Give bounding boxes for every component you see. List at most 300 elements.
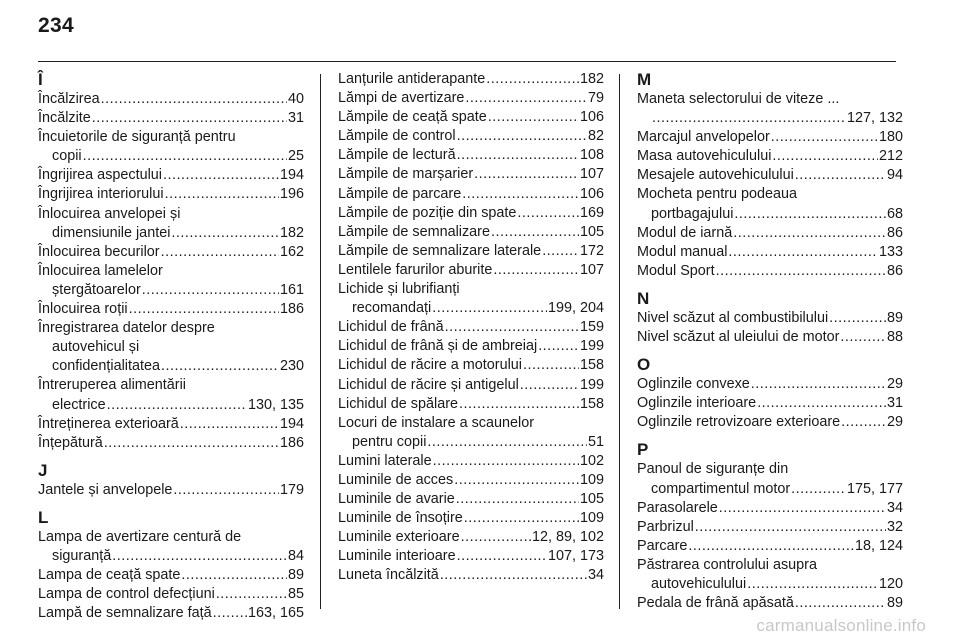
index-entry [637,243,903,262]
index-entry [338,185,604,204]
index-entry [338,528,604,547]
index-entry [338,452,604,471]
entry-line [338,108,604,127]
entry-term: Încălzirea [38,91,100,107]
entry-pages[interactable]: 199 [579,338,604,355]
entry-line [38,281,304,300]
index-entry [637,128,903,147]
index-entry [637,90,903,128]
dot-leader [92,109,287,128]
entry-line [338,395,604,414]
entry-line [338,337,604,356]
entry-pages[interactable]: 196 [279,186,304,203]
dot-leader [454,471,579,490]
entry-pages[interactable]: 89 [886,595,903,612]
entry-pages[interactable]: 34 [587,567,604,584]
entry-line [38,205,304,224]
entry-line [637,90,903,109]
entry-line [38,300,304,319]
entry-pages[interactable]: 158 [579,395,604,412]
entry-pages[interactable]: 88 [886,329,903,346]
entry-line [38,604,304,623]
entry-term: Modul Sport [637,262,715,279]
entry-line [338,471,604,490]
entry-line [338,547,604,566]
entry-term: Pedala de frână apăsată [637,595,794,612]
entry-term: Lichide și lubrifianți [338,281,460,298]
entry-pages[interactable]: 162 [279,243,304,260]
entry-line [38,262,304,281]
entry-term: Lămpile de control [338,128,456,145]
entry-term: Lămpile de marșarier [338,166,474,183]
dot-leader [165,185,279,204]
index-entry [38,262,304,300]
entry-pages[interactable]: 163, 165 [247,605,304,622]
dot-leader [432,299,547,318]
dot-leader [180,415,279,434]
entry-pages[interactable]: 194 [279,415,304,432]
entry-line [637,166,903,185]
entry-pages[interactable]: 31 [886,395,903,412]
entry-term: Înlocuirea lamelelor [38,262,163,279]
dot-leader [733,224,886,243]
entry-term: Parcare [637,537,688,554]
entry-term: compartimentul motor [651,480,791,497]
entry-line [637,243,903,262]
dot-leader [791,480,846,499]
entry-line [38,547,304,566]
entry-term: pentru copii [352,433,427,450]
entry-pages[interactable]: 68 [886,205,903,222]
index-entry [38,566,304,585]
entry-line [338,165,604,184]
index-entry [338,395,604,414]
entry-line [338,356,604,375]
index-entry [637,147,903,166]
entry-line [637,394,903,413]
dot-leader [83,147,287,166]
entry-term: Luminile de avarie [338,491,455,508]
entry-pages[interactable]: 127, 132 [846,110,903,127]
entry-term: Oglinzile convexe [637,376,750,393]
entry-line [637,128,903,147]
entry-term: Luneta încălzită [338,567,439,584]
entry-line [338,490,604,509]
entry-pages[interactable]: 29 [886,376,903,393]
entry-term: dimensiunile jantei [52,224,171,241]
entry-pages[interactable]: 130, 135 [247,396,304,413]
dot-leader [841,413,886,432]
dot-leader [772,147,878,166]
dot-leader [213,604,247,623]
dot-leader [142,281,279,300]
entry-term: Lampa de control defecțiuni [38,586,215,603]
index-entry [637,518,903,537]
entry-pages[interactable]: 172 [579,242,604,259]
entry-pages[interactable]: 86 [886,262,903,279]
index-entry [637,375,903,394]
entry-line [38,147,304,166]
index-entry [338,204,604,223]
entry-term: Înlocuirea roții [38,301,128,318]
index-entry [338,146,604,165]
entry-term: portbagajului [651,205,734,222]
entry-term: Întreruperea alimentării [38,377,186,394]
index-section [637,440,903,613]
dot-leader [445,318,579,337]
dot-leader [517,204,579,223]
entry-term: Lămpile de lectură [338,147,456,164]
entry-line [338,280,604,299]
entry-term: Parbrizul [637,518,694,535]
index-entry [637,499,903,518]
entry-pages[interactable]: 120 [878,575,903,592]
entry-pages[interactable]: 31 [287,110,304,127]
entry-line [637,185,903,204]
dot-leader [757,394,886,413]
index-entry [338,280,604,318]
entry-line [637,224,903,243]
dot-leader [107,396,247,415]
dot-leader [461,528,531,547]
entry-term: Înregistrarea datelor despre [38,320,215,337]
entry-line [38,338,304,357]
entry-line [338,528,604,547]
dot-leader [457,547,547,566]
entry-pages[interactable]: 180 [878,129,903,146]
index-column-3 [637,70,903,613]
entry-term: siguranță [52,547,112,564]
dot-leader [538,337,579,356]
entry-pages[interactable]: 51 [587,433,604,450]
entry-pages[interactable]: 32 [886,518,903,535]
entry-line [338,70,604,89]
index-entry [637,460,903,498]
dot-leader [795,594,886,613]
section-letter: O [637,355,651,375]
dot-leader [486,70,579,89]
entry-line [38,376,304,395]
dot-leader [747,575,878,594]
index-section [38,70,304,453]
index-entry [38,205,304,243]
entry-line [38,128,304,147]
entry-term: Luminile de însoțire [338,510,463,527]
entry-pages[interactable]: 85 [287,586,304,603]
index-entry [637,262,903,281]
index-entry [38,376,304,414]
index-entry [338,337,604,356]
dot-leader [456,490,579,509]
entry-pages[interactable]: 182 [579,71,604,87]
index-entry [637,537,903,556]
dot-leader [840,328,886,347]
entry-term: Lampă de semnalizare față [38,605,212,622]
entry-pages[interactable]: 186 [279,301,304,318]
index-entry [38,481,304,500]
index-section [38,461,304,500]
index-section [338,70,604,586]
entry-term: Îngrijirea aspectului [38,167,162,184]
entry-pages[interactable]: 169 [579,204,604,221]
index-entry [38,243,304,262]
index-entry [38,128,304,166]
entry-line [38,243,304,262]
index-entry [338,509,604,528]
entry-term: confidențialitatea [52,358,161,375]
entry-term: Lumini laterale [338,452,432,469]
section-letter: Î [38,70,43,89]
index-entry [338,165,604,184]
entry-line [637,460,903,479]
entry-term: Modul de iarnă [637,224,733,241]
index-entry [338,242,604,261]
entry-pages[interactable]: 107, 173 [547,548,604,565]
dot-leader [523,356,579,375]
dot-leader [771,128,878,147]
entry-pages[interactable]: 158 [579,357,604,374]
index-entry [637,394,903,413]
index-entry [637,166,903,185]
entry-term: Parasolarele [637,499,718,516]
entry-pages[interactable]: 109 [579,471,604,488]
entry-pages[interactable]: 105 [579,491,604,508]
entry-term: Lentilele farurilor aburite [338,261,493,278]
index-entry [637,185,903,223]
entry-line [637,594,903,613]
entry-pages[interactable]: 102 [579,452,604,469]
entry-term: ștergătoarelor [52,281,141,298]
watermark: carmanualsonline.info [756,616,926,635]
index-section [637,70,903,281]
dot-leader [465,89,587,108]
entry-pages[interactable]: 133 [878,243,903,260]
index-entry [338,318,604,337]
dot-leader [474,165,579,184]
dot-leader [433,452,579,471]
index-entry [38,109,304,128]
entry-pages[interactable]: 161 [279,281,304,298]
index-entry [38,528,304,566]
entry-pages[interactable]: 12, 89, 102 [531,529,604,546]
dot-leader [734,205,886,224]
entry-term: Lămpi de avertizare [338,90,465,107]
section-letter: P [637,440,649,460]
entry-pages[interactable]: 109 [579,510,604,527]
entry-line [338,414,604,433]
entry-pages[interactable]: 182 [279,224,304,241]
dot-leader [464,509,579,528]
entry-line [637,413,903,432]
entry-pages[interactable]: 179 [279,481,304,498]
entry-term: Lămpile de semnalizare laterale [338,242,542,259]
section-letter: M [637,70,652,89]
entry-line [637,109,903,128]
entry-line [38,90,304,109]
index-entry [38,415,304,434]
entry-term: Lămpile de ceață spate [338,109,487,126]
entry-pages[interactable]: 230 [279,358,304,375]
entry-term: Luminile de acces [338,471,454,488]
index-section [637,289,903,347]
entry-line [338,185,604,204]
dot-leader [129,300,279,319]
entry-line [637,309,903,328]
index-entry [338,376,604,395]
entry-line [38,566,304,585]
dot-leader [491,223,579,242]
entry-term: Încălzite [38,110,91,127]
index-entry [338,108,604,127]
index-entry [637,328,903,347]
entry-pages[interactable]: 186 [279,434,304,451]
entry-pages[interactable]: 159 [579,319,604,336]
entry-term: Îngrijirea interiorului [38,186,164,203]
index-column-2 [338,70,604,586]
entry-pages[interactable]: 34 [886,499,903,516]
entry-pages[interactable]: 212 [878,148,903,165]
column-divider [619,74,620,609]
entry-line [637,499,903,518]
entry-line [338,433,604,452]
dot-leader [161,357,279,376]
entry-line [637,205,903,224]
entry-line [637,147,903,166]
entry-term: Lichidul de răcire a motorului [338,357,522,374]
index-entry [637,594,903,613]
entry-term: Lampa de ceață spate [38,567,181,584]
index-entry [637,224,903,243]
index-entry [338,261,604,280]
entry-line [637,537,903,556]
dot-leader [101,90,287,109]
entry-pages[interactable]: 79 [587,90,604,107]
entry-pages[interactable]: 89 [886,309,903,326]
entry-term: Lămpile de semnalizare [338,223,490,240]
index-entry [38,300,304,319]
entry-line [38,185,304,204]
dot-leader [728,243,878,262]
entry-line [637,480,903,499]
dot-leader [459,395,579,414]
dot-leader [829,309,886,328]
entry-term: Înțepătură [38,434,103,451]
header-rule [38,61,896,62]
entry-term: Lampa de avertizare centură de [38,528,242,545]
dot-leader [171,224,279,243]
dot-leader [652,109,846,128]
index-entry [38,319,304,376]
entry-line [637,262,903,281]
dot-leader [112,547,287,566]
entry-pages[interactable]: 175, 177 [846,480,903,497]
entry-pages[interactable]: 18, 124 [854,537,903,554]
entry-term: Marcajul anvelopelor [637,129,770,146]
entry-term: Lămpile de parcare [338,185,462,202]
entry-term: Încuietorile de siguranță pentru [38,129,236,146]
entry-pages[interactable]: 107 [579,261,604,278]
dot-leader [427,433,587,452]
entry-pages[interactable]: 107 [579,166,604,183]
entry-term: Lichidul de spălare [338,395,459,412]
entry-line [38,585,304,604]
index-entry [338,127,604,146]
entry-line [637,328,903,347]
entry-term: Panoul de siguranțe din [637,461,789,478]
dot-leader [795,166,886,185]
entry-pages[interactable]: 82 [587,128,604,145]
entry-term: Înlocuirea anvelopei și [38,205,181,222]
page-number: 234 [38,14,74,37]
entry-term: recomandați [352,300,432,317]
entry-pages[interactable]: 89 [287,567,304,584]
index-entry [38,434,304,453]
entry-term: Luminile interioare [338,548,456,565]
entry-line [338,299,604,318]
entry-pages[interactable]: 199, 204 [547,300,604,317]
section-letter: L [38,507,49,527]
index-entry [38,585,304,604]
entry-line [38,224,304,243]
entry-pages[interactable]: 86 [886,224,903,241]
entry-line [38,109,304,128]
entry-pages[interactable]: 84 [287,547,304,564]
entry-line [38,415,304,434]
index-entry [338,566,604,585]
entry-line [38,357,304,376]
entry-line [338,566,604,585]
dot-leader [181,566,287,585]
entry-line [637,556,903,575]
entry-pages[interactable]: 106 [579,109,604,126]
dot-leader [751,375,886,394]
entry-pages[interactable]: 106 [579,185,604,202]
entry-term: Locuri de instalare a scaunelor [338,414,534,431]
entry-term: Jantele și anvelopele [38,481,173,498]
section-letter: N [637,288,650,308]
entry-line [637,518,903,537]
entry-pages[interactable]: 108 [579,147,604,164]
index-entry [38,604,304,623]
entry-line [338,242,604,261]
index-entry [637,309,903,328]
dot-leader [688,537,854,556]
entry-pages[interactable]: 25 [287,148,304,165]
index-entry [338,223,604,242]
index-section [38,508,304,623]
entry-pages[interactable]: 199 [579,376,604,393]
entry-pages[interactable]: 29 [886,414,903,431]
entry-term: Mocheta pentru podeaua [637,186,798,203]
entry-term: electrice [52,396,106,413]
entry-term: Lichidul de răcire și antigelul [338,376,519,393]
entry-term: Oglinzile interioare [637,395,757,412]
index-entry [338,490,604,509]
entry-line [338,318,604,337]
dot-leader [161,243,279,262]
entry-pages[interactable]: 94 [886,167,903,184]
index-entry [338,89,604,108]
entry-line [338,127,604,146]
entry-pages[interactable]: 40 [287,91,304,107]
entry-pages[interactable]: 194 [279,167,304,184]
dot-leader [216,585,287,604]
entry-term: Oglinzile retrovizoare exterioare [637,414,841,431]
entry-pages[interactable]: 105 [579,223,604,240]
index-section [637,355,903,432]
index-entry [338,70,604,89]
entry-line [338,146,604,165]
